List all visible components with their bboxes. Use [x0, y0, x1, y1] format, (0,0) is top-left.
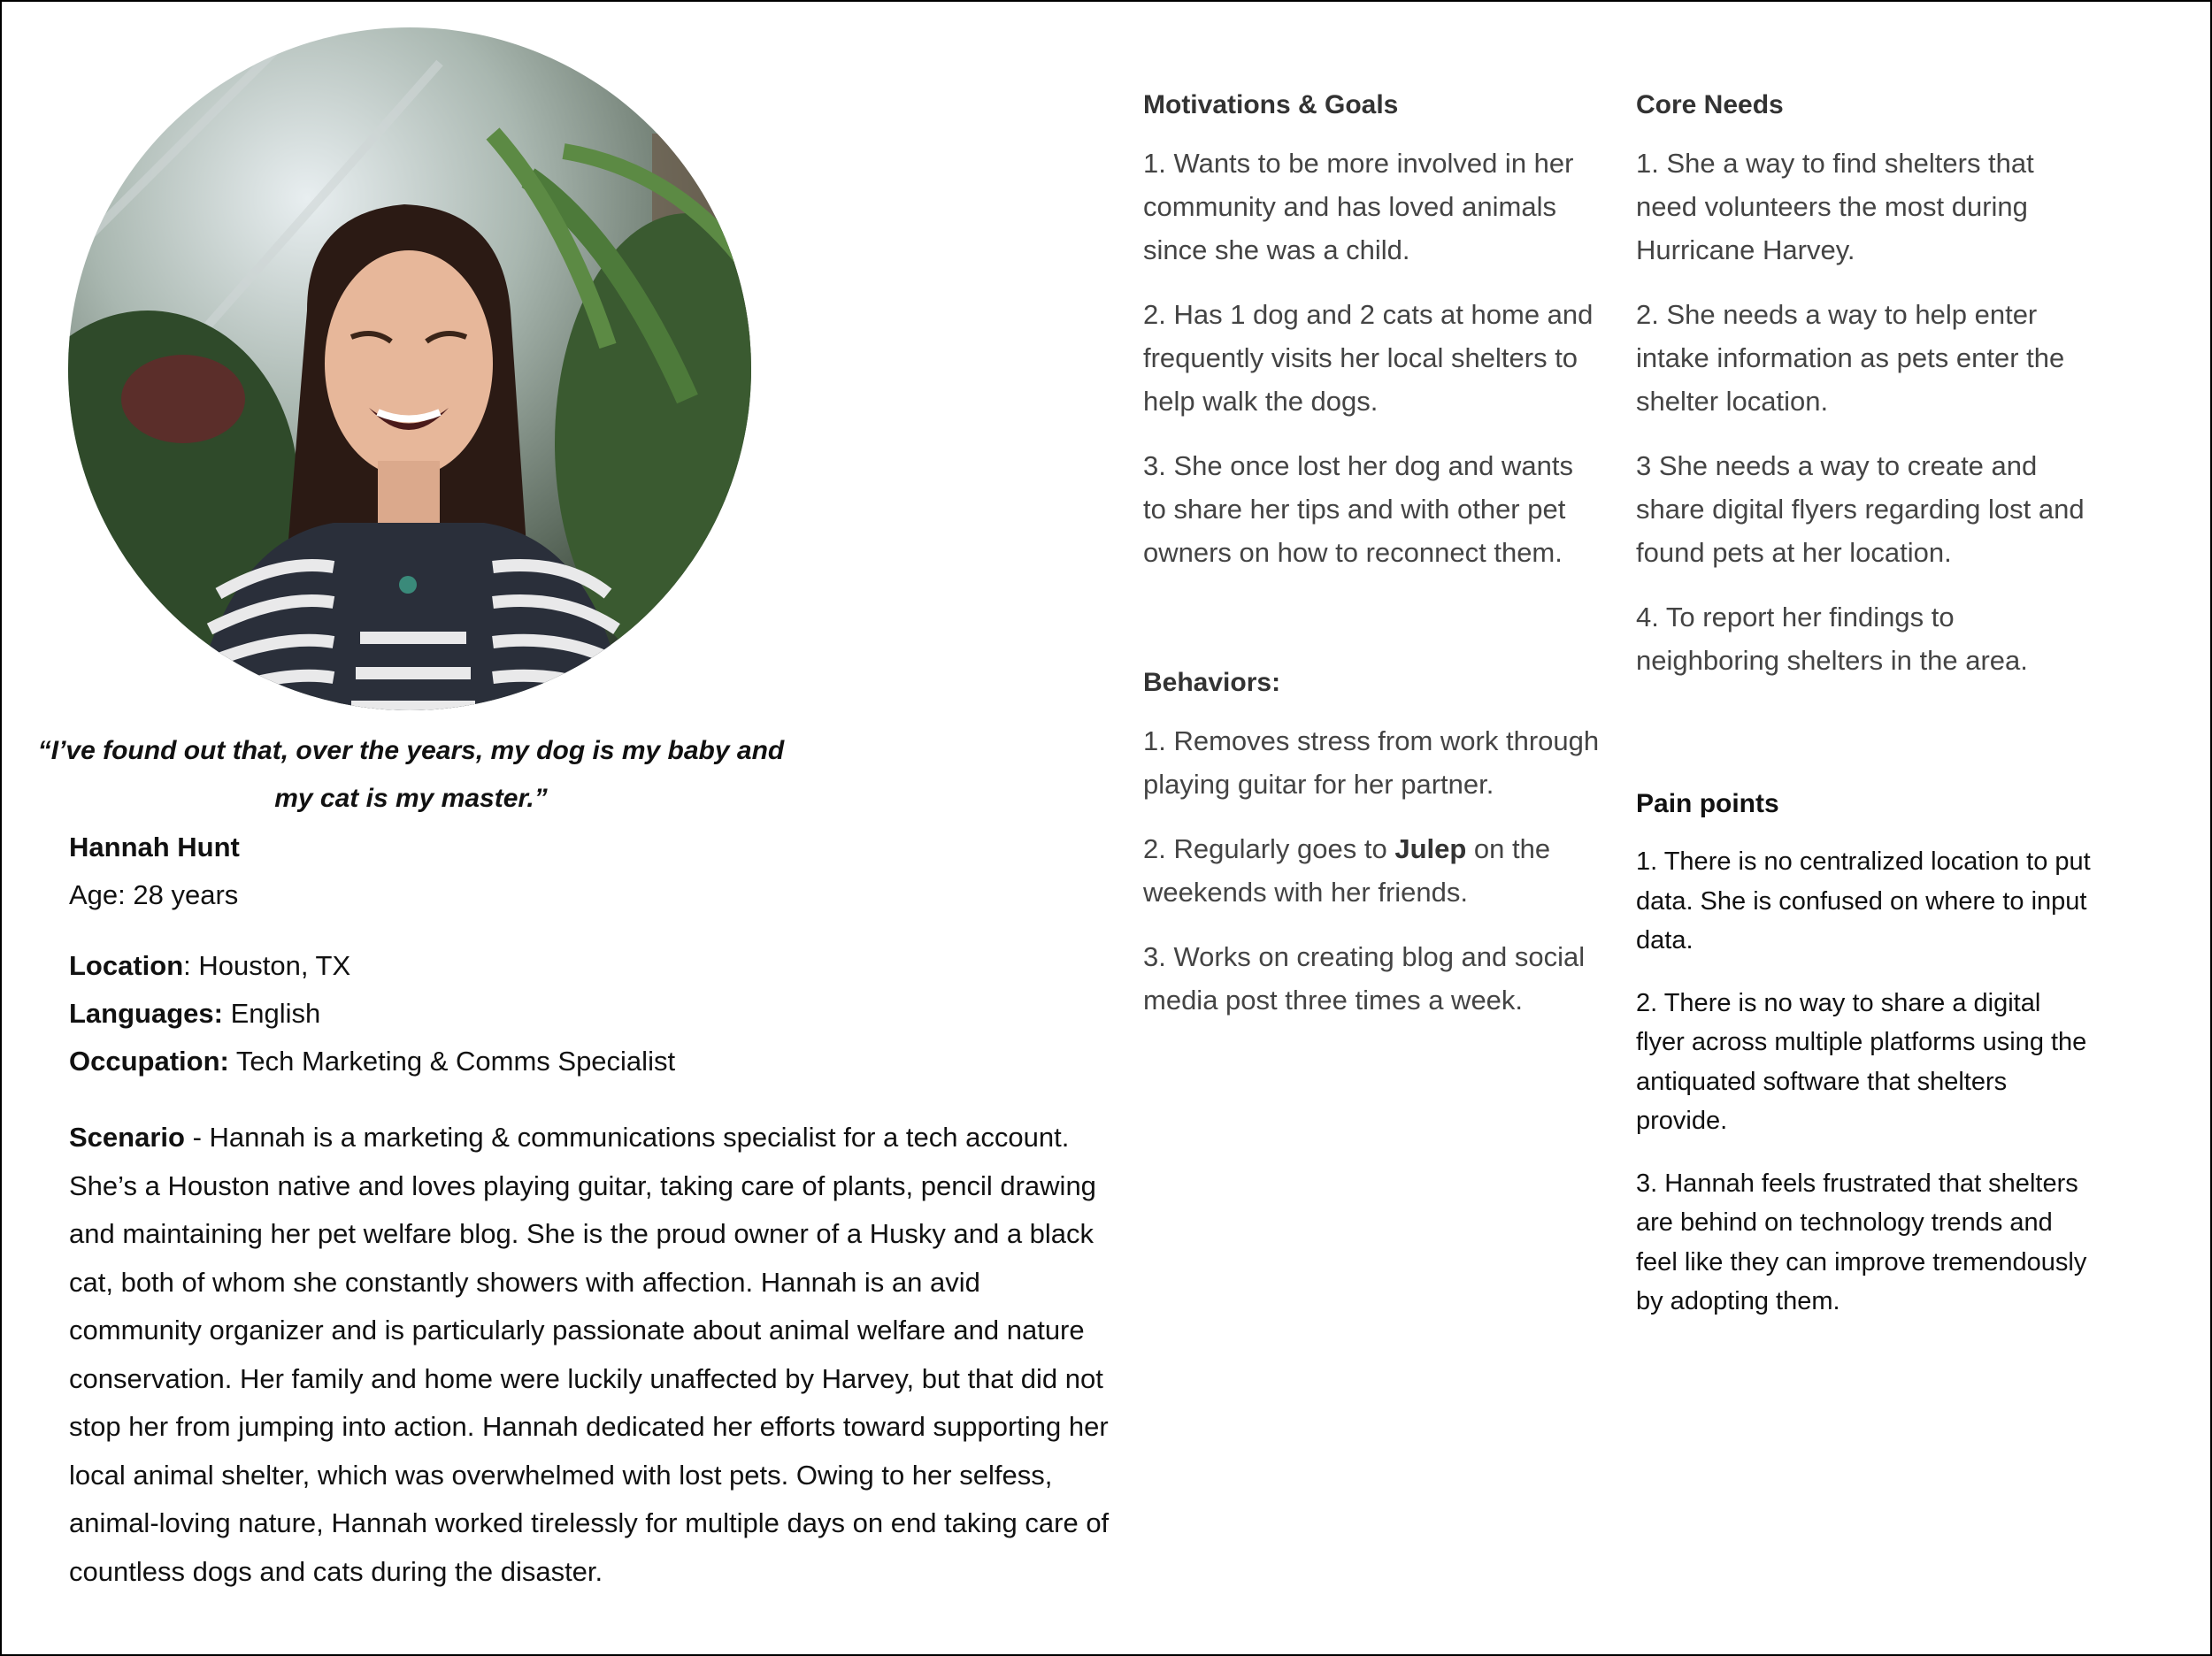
persona-quote	[37, 727, 785, 823]
behavior-item-text: 2. Regularly goes to	[1143, 833, 1395, 864]
pain-points-section	[1636, 789, 2096, 1322]
scenario-label: Scenario	[69, 1122, 185, 1153]
persona-languages	[69, 998, 1113, 1030]
scenario-text: - Hannah is a marketing & communications specialist for a tech account. She’s a Houston native and loves playing guitar, taking care of plants, pencil drawing and maintaining her pet welfare blog. She is the proud owner of a Husky and a black cat, both of whom she constantly showers with affection. Hannah is an avid community organizer and is particularly passionate about animal welfare and nature conservation. Her family and home were luckily unaffected by Harvey, but that did not stop her from jumping into action. Hannah dedicated her efforts toward supporting her local animal shelter, which was overwhelmed with lost pets. Owing to her selfess, animal-loving nature, Hannah worked tirelessly for multiple days on end taking care of countless dogs and cats during the disaster.	[69, 1122, 1110, 1587]
location-label: Location	[69, 950, 184, 981]
persona-occupation	[69, 1046, 1113, 1077]
behavior-item: 3. Works on creating blog and social media post three times a week.	[1143, 941, 1586, 1016]
behaviors-heading: Behaviors:	[1143, 668, 1281, 697]
pain-point-item: 1. There is no centralized location to put data. She is confused on where to input data.	[1636, 847, 2091, 954]
persona-photo	[68, 27, 751, 710]
core-needs-heading: Core Needs	[1636, 90, 1784, 119]
motivations-goals-section	[1143, 90, 1603, 574]
persona-scenario	[69, 1114, 1113, 1596]
core-need-item: 1. She a way to find shelters that need volunteers the most during Hurricane Harvey.	[1636, 148, 2034, 265]
languages-value: English	[222, 998, 321, 1029]
quote-line-2: my cat is my master.”	[274, 784, 548, 813]
behavior-item-text: on the weekends with her friends.	[1143, 833, 1551, 908]
pain-point-item: 2. There is no way to share a digital flyer across multiple platforms using the antiquated software that shelters provide.	[1636, 988, 2087, 1135]
motivation-item: 3. She once lost her dog and wants to share her tips and with other pet owners on how to reconnect them.	[1143, 450, 1573, 568]
behavior-item	[1143, 827, 1603, 914]
core-need-item: 3 She needs a way to create and share digital flyers regarding lost and found pets at her location.	[1636, 450, 2085, 568]
core-needs-section	[1636, 90, 2096, 682]
behavior-item: 1. Removes stress from work through playing guitar for her partner.	[1143, 725, 1600, 800]
persona-location	[69, 950, 1113, 982]
core-need-item: 2. She needs a way to help enter intake information as pets enter the shelter location.	[1636, 299, 2065, 417]
motivation-item: 1. Wants to be more involved in her community and has loved animals since she was a child.	[1143, 148, 1574, 265]
persona-photo-illustration	[68, 27, 751, 710]
pain-points-heading: Pain points	[1636, 789, 1779, 818]
occupation-label: Occupation:	[69, 1046, 229, 1077]
occupation-value: Tech Marketing & Comms Specialist	[228, 1046, 676, 1077]
languages-label: Languages:	[69, 998, 223, 1029]
behavior-item-emphasis: Julep	[1394, 833, 1467, 864]
location-value: : Houston, TX	[183, 950, 351, 981]
pain-point-item: 3. Hannah feels frustrated that shelters are behind on technology trends and feel like they can improve tremendously by adopting them.	[1636, 1169, 2087, 1315]
quote-line-1: “I’ve found out that, over the years, my dog is my baby and	[37, 736, 785, 765]
motivations-heading: Motivations & Goals	[1143, 90, 1399, 119]
behaviors-section	[1143, 668, 1603, 1022]
core-need-item: 4. To report her findings to neighboring shelters in the area.	[1636, 602, 2028, 676]
persona-name: Hannah Hunt	[69, 832, 240, 862]
motivation-item: 2. Has 1 dog and 2 cats at home and frequently visits her local shelters to help walk the dogs.	[1143, 299, 1594, 417]
persona-age: Age: 28 years	[69, 879, 239, 910]
